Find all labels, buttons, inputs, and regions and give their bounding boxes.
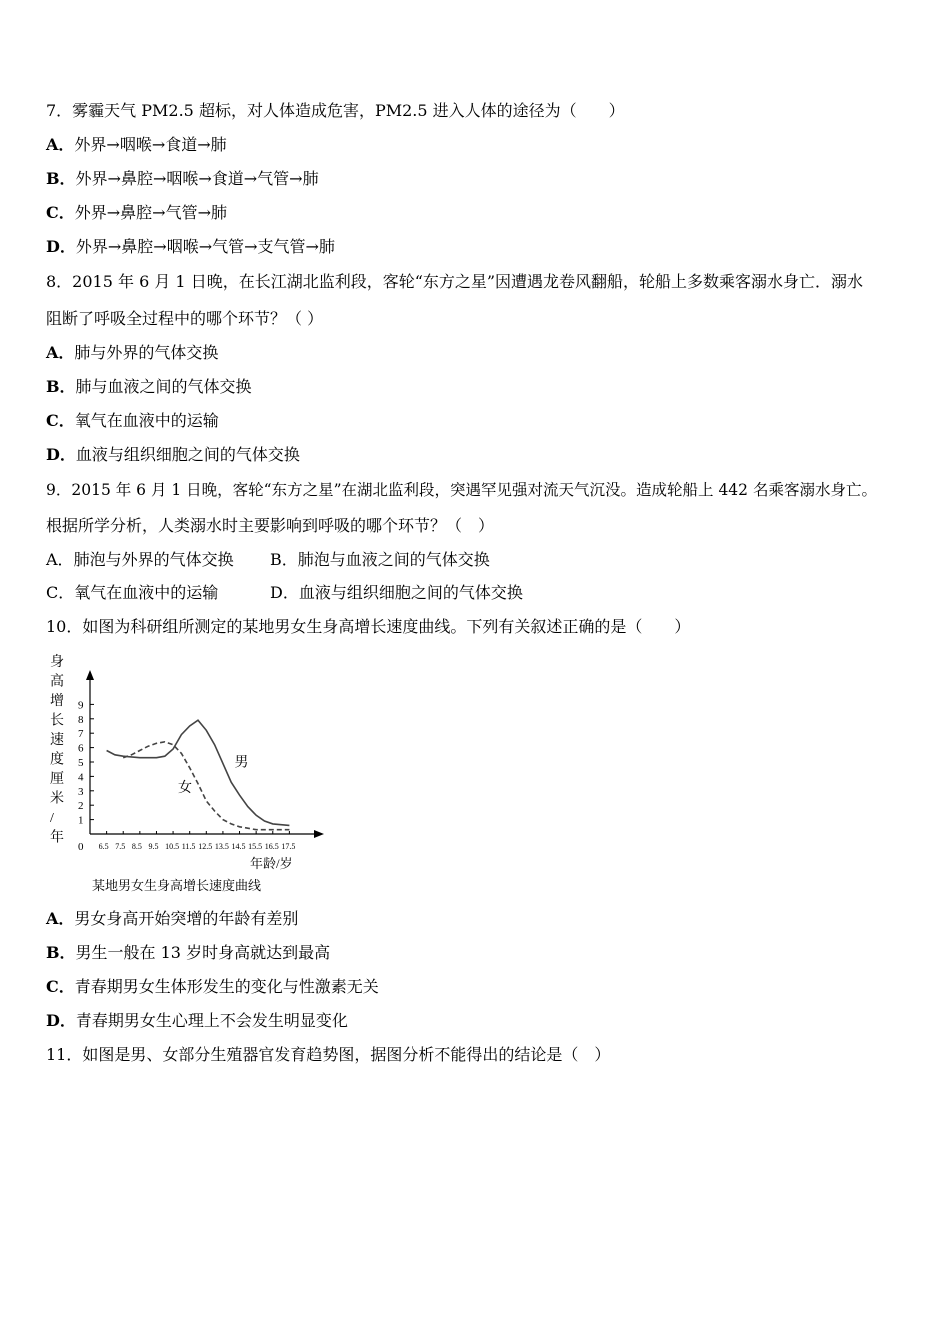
- option-text: 外界→鼻腔→咽喉→气管→支气管→肺: [75, 237, 335, 256]
- option-label: C．: [46, 203, 75, 222]
- x-tick-label: 6.5: [98, 842, 109, 851]
- q8-option-c: [46, 410, 219, 432]
- q7-option-b: [46, 168, 319, 190]
- y-axis-label-char: 米: [50, 791, 64, 807]
- q8-option-d: [46, 444, 300, 466]
- option-text: 氧气在血液中的运输: [74, 583, 219, 602]
- option-label: C．: [46, 977, 75, 996]
- q9-stem-line2: 根据所学分析，人类溺水时主要影响到呼吸的哪个环节？（ ）: [46, 516, 495, 535]
- y-tick-label: 2: [78, 800, 84, 813]
- option-text: 青春期男女生心理上不会发生明显变化: [75, 1011, 348, 1030]
- x-tick-label: 14.5: [231, 842, 246, 851]
- q9-options-row2: [46, 582, 523, 604]
- q11-stem: 11．如图是男、女部分生殖器官发育趋势图，据图分析不能得出的结论是（ ）: [46, 1045, 611, 1064]
- x-tick-label: 17.5: [281, 842, 296, 851]
- option-label: C．: [46, 411, 75, 430]
- option-text: 青春期男女生体形发生的变化与性激素无关: [74, 977, 379, 996]
- option-label: D．: [46, 445, 76, 464]
- q9-option-a: [46, 550, 234, 569]
- option-label: C．: [46, 583, 75, 602]
- option-text: 肺泡与外界的气体交换: [73, 550, 234, 569]
- y-tick-label: 4: [78, 771, 84, 784]
- option-text: 肺与血液之间的气体交换: [75, 377, 252, 396]
- y-tick-label: 7: [78, 728, 84, 741]
- option-label: B．: [46, 377, 76, 396]
- q10-option-a: [46, 908, 298, 930]
- origin-label: 0: [78, 841, 84, 853]
- q9-options-row1: [46, 549, 490, 571]
- option-text: 男生一般在 13 岁时身高就达到最高: [75, 943, 331, 962]
- x-tick-label: 13.5: [214, 842, 229, 851]
- x-axis-label: 年龄/岁: [250, 856, 293, 871]
- option-label: A．: [46, 135, 75, 154]
- series-line-female: [123, 742, 289, 830]
- y-tick-label: 5: [78, 757, 84, 769]
- chart-title: 某地男女生身高增长速度曲线: [92, 878, 262, 893]
- option-label: A．: [46, 550, 74, 569]
- q7-option-d: [46, 236, 335, 258]
- y-tick-label: 3: [78, 785, 84, 798]
- q9-option-c: [46, 583, 218, 602]
- option-label: A．: [46, 343, 75, 362]
- q10-stem: 10．如图为科研组所测定的某地男女生身高增长速度曲线。下列有关叙述正确的是（ ）: [46, 617, 691, 636]
- y-tick-label: 8: [78, 713, 84, 726]
- option-label: D．: [46, 237, 76, 256]
- option-text: 氧气在血液中的运输: [74, 411, 219, 430]
- option-label: B．: [46, 169, 76, 188]
- y-axis-label-char: /: [50, 811, 54, 826]
- chart-axes: [86, 670, 324, 838]
- chart-series: [107, 720, 290, 830]
- option-text: 血液与组织细胞之间的气体交换: [75, 445, 300, 464]
- q7-stem: 7．雾霾天气 PM2.5 超标，对人体造成危害，PM2.5 进入人体的途径为（ ）: [46, 101, 625, 120]
- y-axis-label-char: 厘: [50, 772, 64, 787]
- q9-option-d: [270, 582, 523, 604]
- q10-option-d: [46, 1010, 348, 1032]
- q8-option-b: [46, 376, 252, 398]
- option-text: 外界→鼻腔→气管→肺: [74, 203, 227, 222]
- option-label: B．: [46, 943, 76, 962]
- y-tick-label: 9: [78, 699, 84, 712]
- y-tick-label: 6: [78, 742, 84, 755]
- series-line-male: [107, 720, 290, 825]
- option-text: 肺泡与血液之间的气体交换: [297, 550, 490, 569]
- q7-option-c: [46, 202, 227, 224]
- q9-option-b: [270, 549, 490, 571]
- q8-stem-line2: 阻断了呼吸全过程中的哪个环节？（ ）: [46, 309, 324, 328]
- series-label-male: 男: [234, 755, 249, 771]
- x-tick-label: 11.5: [181, 842, 196, 851]
- q9-stem-line1: 9．2015 年 6 月 1 日晚，客轮“东方之星”在湖北监利段，突遇罕见强对流天气沉没。造成轮船上 442 名乘客溺水身亡。: [46, 481, 877, 499]
- option-label: D．: [46, 1011, 76, 1030]
- growth-velocity-chart: [44, 648, 334, 898]
- series-label-female: 女: [178, 781, 193, 797]
- y-tick-label: 1: [78, 814, 84, 827]
- q8-stem-line1: 8．2015 年 6 月 1 日晚，在长江湖北监利段，客轮“东方之星”因遭遇龙卷风翻船，轮船上多数乘客溺水身亡．溺水: [46, 272, 864, 291]
- option-label: B．: [270, 550, 298, 569]
- option-text: 外界→咽喉→食道→肺: [74, 135, 227, 154]
- y-axis-label-char: 速: [50, 733, 64, 748]
- y-axis-label-char: 增: [50, 694, 64, 709]
- option-text: 肺与外界的气体交换: [74, 343, 219, 362]
- option-text: 外界→鼻腔→咽喉→食道→气管→肺: [75, 169, 319, 188]
- x-tick-label: 8.5: [131, 842, 142, 851]
- x-axis-arrow: [314, 830, 324, 838]
- y-axis-label: [50, 654, 64, 846]
- x-tick-label: 16.5: [264, 842, 279, 851]
- y-axis-label-char: 高: [50, 674, 64, 690]
- y-axis-label-char: 身: [50, 655, 64, 670]
- q8-option-a: [46, 342, 218, 364]
- y-axis-label-char: 长: [50, 713, 64, 729]
- q10-option-c: [46, 976, 379, 998]
- x-tick-label: 12.5: [198, 842, 213, 851]
- x-tick-label: 9.5: [148, 842, 159, 851]
- x-tick-label: 7.5: [115, 842, 126, 851]
- option-label: A．: [46, 909, 75, 928]
- y-axis-label-char: 度: [50, 752, 64, 768]
- q10-option-b: [46, 942, 330, 964]
- x-tick-label: 10.5: [165, 842, 180, 851]
- q7-option-a: [46, 134, 227, 156]
- option-text: 血液与组织细胞之间的气体交换: [298, 583, 523, 602]
- x-tick-label: 15.5: [248, 842, 263, 851]
- y-axis-label-char: 年: [50, 830, 64, 846]
- y-axis-arrow: [86, 670, 94, 680]
- option-text: 男女身高开始突增的年龄有差别: [74, 909, 299, 928]
- option-label: D．: [270, 583, 299, 602]
